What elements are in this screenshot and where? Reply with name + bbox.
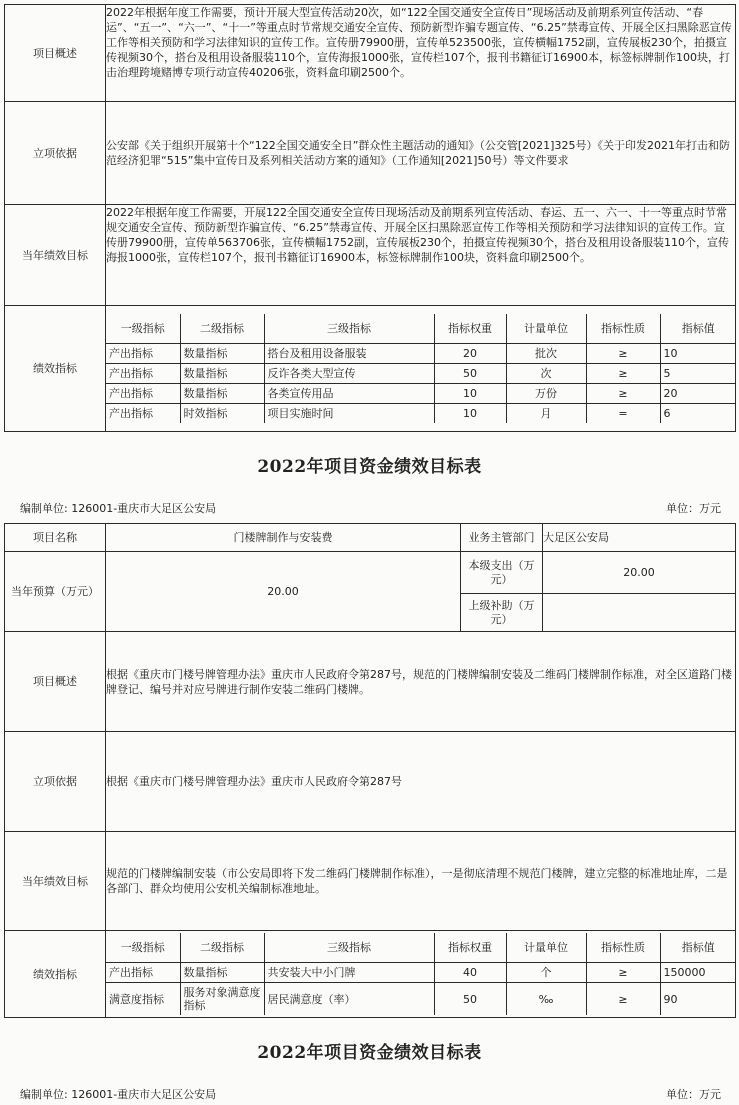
cell-level2: 数量指标 (180, 384, 264, 404)
header-level1: 一级指标 (106, 314, 180, 344)
overview-label: 项目概述 (5, 632, 106, 732)
goal-label: 当年绩效目标 (5, 832, 106, 931)
header-weight: 指标权重 (434, 933, 506, 963)
cell-nature: ≥ (586, 364, 660, 384)
dept-label: 业务主管部门 (461, 524, 543, 552)
cell-unit: 月 (506, 404, 586, 424)
cell-level1: 满意度指标 (106, 983, 180, 1015)
table-row (106, 404, 736, 424)
cell-unit: 万份 (506, 384, 586, 404)
cell-level2: 数量指标 (180, 364, 264, 384)
cell-weight: 10 (434, 404, 506, 424)
subsidy-label: 上级补助（万元） (461, 594, 543, 632)
cell-value: 5 (660, 364, 736, 384)
cell-unit: 批次 (506, 344, 586, 364)
cell-level2: 时效指标 (180, 404, 264, 424)
section-title: 2022年项目资金绩效目标表 (257, 457, 482, 477)
dept-value: 大足区公安局 (543, 524, 736, 552)
cell-nature: = (586, 404, 660, 424)
money-unit: 单位：万元 (666, 1088, 721, 1101)
cell-nature: ≥ (586, 963, 660, 983)
table-row (106, 983, 736, 1015)
header-unit: 计量单位 (506, 314, 586, 344)
cell-level1: 产出指标 (106, 963, 180, 983)
cell-value: 10 (660, 344, 736, 364)
cell-value: 6 (660, 404, 736, 424)
overview-label: 项目概述 (5, 5, 106, 102)
indicator-table (106, 314, 736, 423)
header-level1: 一级指标 (106, 933, 180, 963)
indicator-table (106, 933, 736, 1015)
performance-table-1 (4, 4, 736, 432)
project-name-label: 项目名称 (5, 524, 106, 552)
cell-level3: 各类宣传用品 (264, 384, 434, 404)
budget-label: 当年预算（万元） (5, 552, 106, 632)
cell-level1: 产出指标 (106, 384, 180, 404)
cell-level3: 搭台及租用设备服装 (264, 344, 434, 364)
cell-value: 90 (660, 983, 736, 1015)
basis-label: 立项依据 (5, 732, 106, 832)
indicator-cell (106, 306, 736, 432)
header-nature: 指标性质 (586, 314, 660, 344)
cell-level3: 居民满意度（率） (264, 983, 434, 1015)
compiling-unit: 编制单位: 126001-重庆市大足区公安局 (20, 502, 217, 515)
basis-label: 立项依据 (5, 102, 106, 205)
header-level2: 二级指标 (180, 314, 264, 344)
header-level3: 三级指标 (264, 314, 434, 344)
table-row (106, 384, 736, 404)
cell-weight: 20 (434, 344, 506, 364)
cell-level3: 反诈各类大型宣传 (264, 364, 434, 384)
indicator-cell (106, 931, 736, 1018)
cell-weight: 40 (434, 963, 506, 983)
header-nature: 指标性质 (586, 933, 660, 963)
header-level3: 三级指标 (264, 933, 434, 963)
header-value: 指标值 (660, 933, 736, 963)
cell-unit: 个 (506, 963, 586, 983)
cell-nature: ≥ (586, 384, 660, 404)
cell-nature: ≥ (586, 344, 660, 364)
cell-level2: 数量指标 (180, 963, 264, 983)
own-expense-label: 本级支出（万元） (461, 552, 543, 594)
header-weight: 指标权重 (434, 314, 506, 344)
section-title: 2022年项目资金绩效目标表 (257, 1043, 482, 1063)
cell-weight: 10 (434, 384, 506, 404)
perf-label: 绩效指标 (5, 306, 106, 432)
subsidy-value (543, 594, 736, 632)
overview-text: 2022年根据年度工作需要，预计开展大型宣传活动20次，如“122全国交通安全宣传日”现场活动及前期系列宣传活动、“春运”、“五一”、“六一”、“十一”等重点时节常规交通安全宣传、预防新型诈骗专题宣传、“6.25”禁毒宣传、开展全区扫黑除恶宣传工作等相关预防和学习法律知识的宣传工作。宣传册79900册，宣传单523500张，宣传横幅1752副，宣传展板230个，拍摄宣传视频30个，搭台及租用设备服装110个，宣传海报1000张，宣传栏107个，报刊书籍征订16900本，标签标牌制作100块，打击治理跨境赌博专项行动宣传40206张，资料盒印刷2500个。 (106, 5, 736, 102)
goal-text: 规范的门楼牌编制安装（市公安局即将下发二维码门楼牌制作标准），一是彻底清理不规范门楼牌，建立完整的标准地址库，二是各部门、群众均使用公安机关编制标准地址。 (106, 832, 736, 931)
cell-weight: 50 (434, 983, 506, 1015)
cell-value: 150000 (660, 963, 736, 983)
compiling-unit: 编制单位: 126001-重庆市大足区公安局 (20, 1088, 217, 1101)
cell-unit: 次 (506, 364, 586, 384)
cell-level2: 数量指标 (180, 344, 264, 364)
goal-text: 2022年根据年度工作需要，开展122全国交通安全宣传日现场活动及前期系列宣传活动、春运、五一、六一、十一等重点时节常规交通安全宣传、预防新型诈骗宣传、“6.25”禁毒宣传、开展全区扫黑除恶宣传工作等相关预防和学习法律知识的宣传工作。宣传册79900册，宣传单563706张，宣传横幅1752副，宣传展板230个，拍摄宣传视频30个，搭台及租用设备服装110个，宣传海报1000张，宣传栏107个，报刊书籍征订16900本，标签标牌制作100块，资料盒印刷2500个。 (106, 205, 736, 306)
basis-text: 公安部《关于组织开展第十个“122全国交通安全日”群众性主题活动的通知》（公交管[2021]325号）《关于印发2021年打击和防范经济犯罪“515”集中宣传日及系列相关活动方案的通知》（工作通知[2021]50号）等文件要求 (106, 102, 736, 205)
table-row (106, 344, 736, 364)
header-unit: 计量单位 (506, 933, 586, 963)
header-level2: 二级指标 (180, 933, 264, 963)
cell-level2: 服务对象满意度指标 (180, 983, 264, 1015)
cell-level3: 项目实施时间 (264, 404, 434, 424)
cell-unit: ‰ (506, 983, 586, 1015)
basis-text: 根据《重庆市门楼号牌管理办法》重庆市人民政府令第287号 (106, 732, 736, 832)
cell-level1: 产出指标 (106, 404, 180, 424)
indicator-header-row (106, 314, 736, 344)
cell-level3: 共安装大中小门牌 (264, 963, 434, 983)
cell-level1: 产出指标 (106, 364, 180, 384)
table-row (106, 364, 736, 384)
money-unit: 单位：万元 (666, 502, 721, 515)
performance-table-2 (4, 523, 736, 1018)
project-name-value: 门楼牌制作与安装费 (106, 524, 461, 552)
cell-weight: 50 (434, 364, 506, 384)
overview-text: 根据《重庆市门楼号牌管理办法》重庆市人民政府令第287号，规范的门楼牌编制安装及二维码门楼牌制作标准，对全区道路门楼牌登记、编号并对应号牌进行制作安装二维码门楼牌。 (106, 632, 736, 732)
cell-nature: ≥ (586, 983, 660, 1015)
cell-level1: 产出指标 (106, 344, 180, 364)
header-value: 指标值 (660, 314, 736, 344)
goal-label: 当年绩效目标 (5, 205, 106, 306)
table-row (106, 963, 736, 983)
own-expense-value: 20.00 (543, 552, 736, 594)
indicator-header-row (106, 933, 736, 963)
cell-value: 20 (660, 384, 736, 404)
budget-value: 20.00 (106, 552, 461, 632)
perf-label: 绩效指标 (5, 931, 106, 1018)
